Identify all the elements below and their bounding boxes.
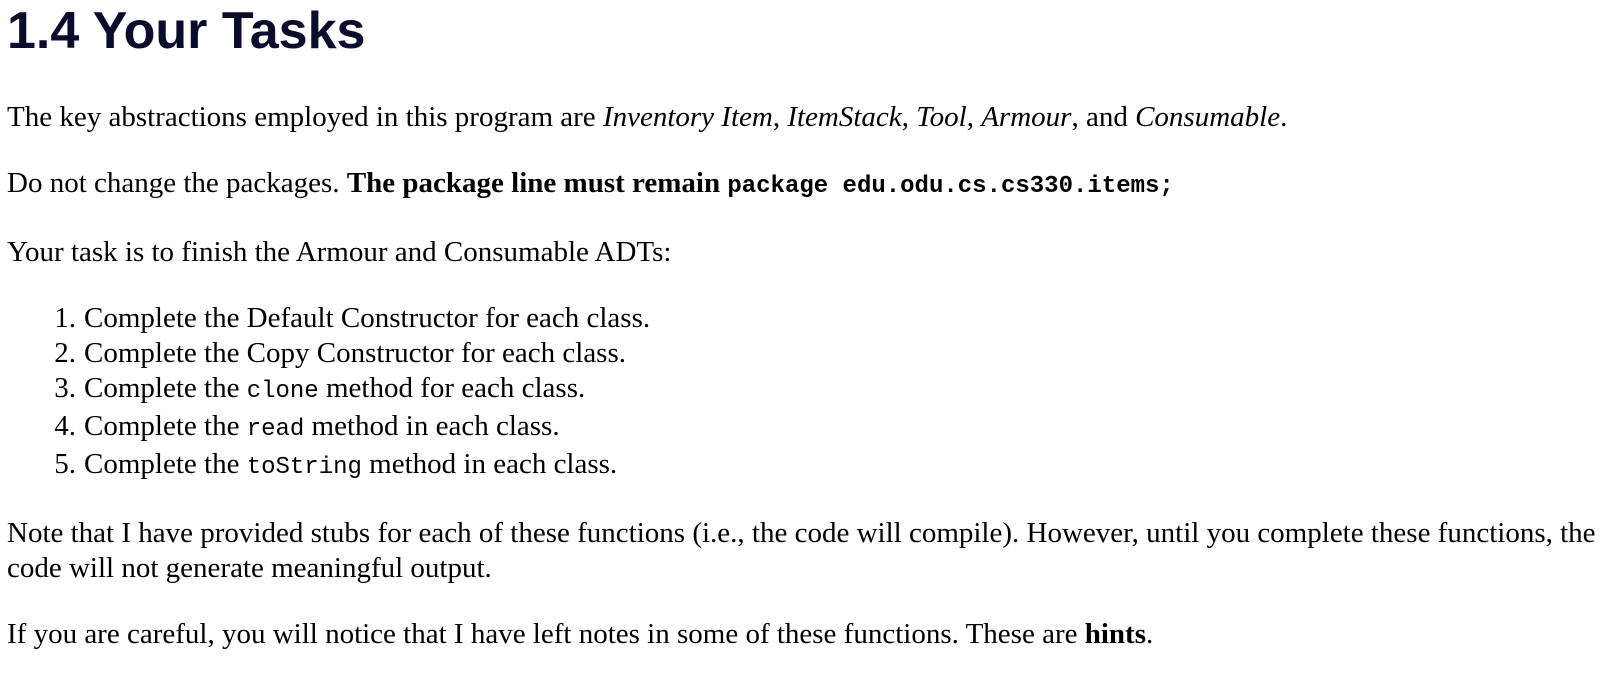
abstraction-armour: Armour: [981, 101, 1072, 133]
task-intro-paragraph: Your task is to finish the Armour and Consumable ADTs:: [7, 236, 672, 268]
task-item-1: [7, 301, 1602, 336]
hints-prefix: If you are careful, you will notice that I have left notes in some of these functions. These are: [7, 618, 1085, 650]
task-number: 4.: [54, 410, 76, 442]
hints-word: hints: [1084, 618, 1146, 650]
package-line-code: package edu.odu.cs.cs330.items;: [727, 173, 1174, 200]
separator: ,: [901, 101, 917, 133]
abstractions-prefix: The key abstractions employed in this program are: [7, 101, 603, 133]
task-item-2: [7, 336, 1602, 371]
task-number: 1.: [54, 302, 76, 334]
task-text-suffix: method in each class.: [361, 448, 618, 480]
abstraction-inventory-item: Inventory Item: [602, 101, 773, 133]
task-text: Complete the: [84, 448, 247, 480]
package-warning: The package line must remain: [346, 167, 728, 199]
task-item-3: [7, 371, 1602, 409]
task-code-clone: clone: [246, 378, 319, 405]
task-text: Complete the Copy Constructor for each class.: [84, 337, 627, 369]
separator-and: , and: [1071, 101, 1136, 133]
task-text-suffix: method in each class.: [304, 410, 560, 442]
separator: ,: [772, 101, 788, 133]
task-text: Complete the: [84, 410, 247, 442]
abstractions-paragraph: [7, 100, 1602, 135]
period: .: [1280, 101, 1288, 133]
task-text-suffix: method for each class.: [318, 372, 586, 404]
task-item-5: [7, 447, 1602, 485]
task-text: Complete the: [84, 372, 247, 404]
section-heading: 1.4 Your Tasks: [7, 2, 366, 60]
abstraction-tool: Tool: [916, 101, 967, 133]
abstraction-consumable: Consumable: [1135, 101, 1281, 133]
task-number: 5.: [54, 448, 76, 480]
task-item-4: [7, 409, 1602, 447]
package-prefix: Do not change the packages.: [7, 167, 347, 199]
abstraction-itemstack: ItemStack: [787, 101, 902, 133]
task-code-tostring: toString: [246, 454, 362, 481]
hints-suffix: .: [1146, 618, 1154, 650]
task-code-read: read: [246, 416, 305, 443]
package-paragraph: [7, 166, 1602, 204]
separator: ,: [966, 101, 982, 133]
task-number: 3.: [54, 372, 76, 404]
stubs-note-paragraph: Note that I have provided stubs for each of these functions (i.e., the code will compile). However, until you complete these functions, the code will not generate meaningful output.: [7, 517, 1596, 584]
hints-paragraph: [7, 617, 1602, 652]
task-text: Complete the Default Constructor for each class.: [84, 302, 651, 334]
task-number: 2.: [54, 337, 76, 369]
task-list: [7, 301, 1602, 485]
